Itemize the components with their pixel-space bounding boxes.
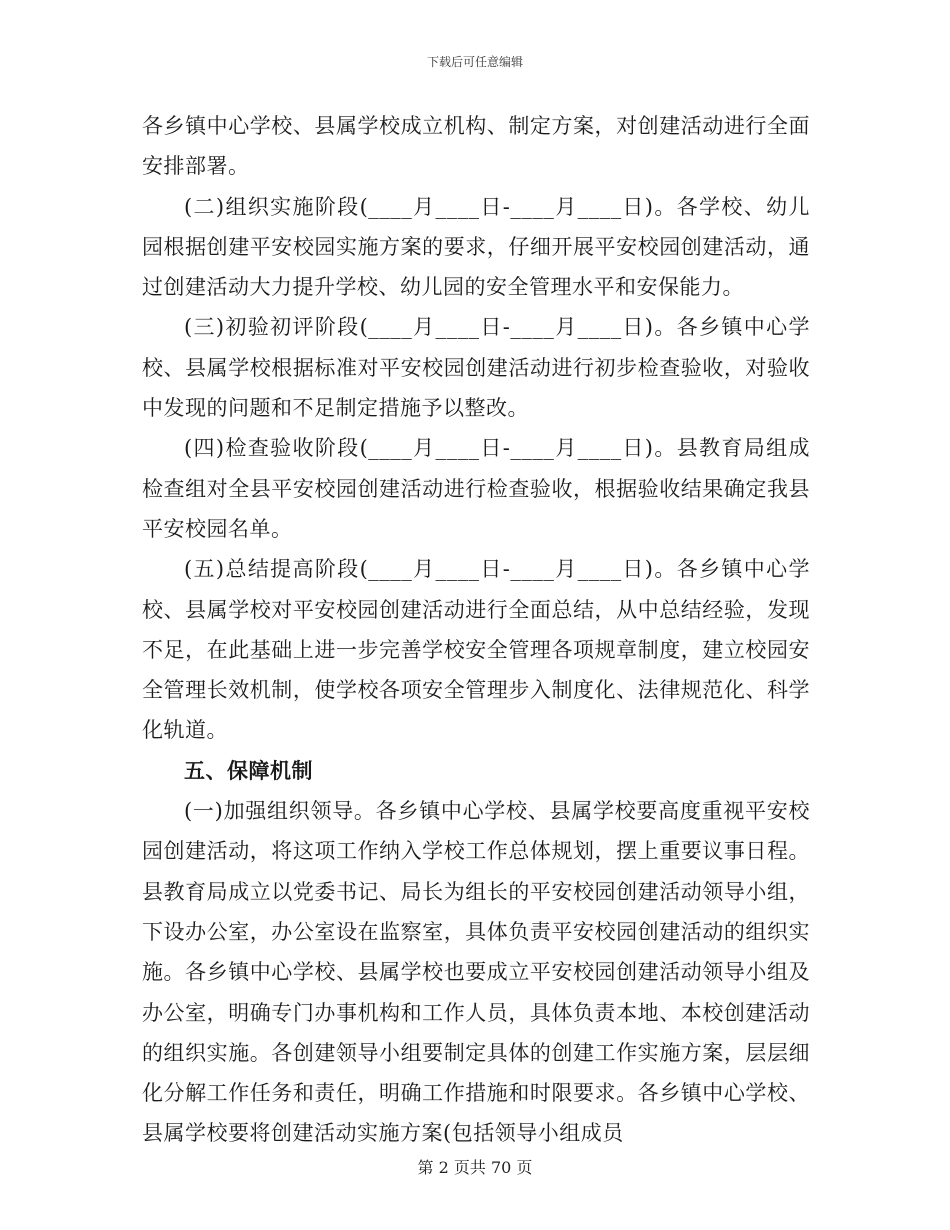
page-header-note: 下载后可任意编辑 — [426, 55, 523, 69]
paragraph-3: (三)初验初评阶段(____月____日-____月____日)。各乡镇中心学校、县属学校根据标准对平安校园创建活动进行初步检查验收，对验收中发现的问题和不足制定措施予以整改。 — [142, 315, 810, 421]
section-heading: 五、保障机制 — [184, 758, 313, 783]
paragraph-2: (二)组织实施阶段(____月____日-____月____日)。各学校、幼儿园根据创建平安校园实施方案的要求，仔细开展平安校园创建活动，通过创建活动大力提升学校、幼儿园的安全管理水平和安保能力。 — [142, 194, 810, 300]
paragraph-6: (一)加强组织领导。各乡镇中心学校、县属学校要高度重视平安校园创建活动，将这项工作纳入学校工作总体规划，摆上重要议事日程。县教育局成立以党委书记、局长为组长的平安校园创建活动领导小组，下设办公室，办公室设在监察室，具体负责平安校园创建活动的组织实施。各乡镇中心学校、县属学校也要成立平安校园创建活动领导小组及办公室，明确专门办事机构和工作人员，具体负责本地、本校创建活动的组织实施。各创建领导小组要制定具体的创建工作实施方案，层层细化分解工作任务和责任，明确工作措施和时限要求。各乡镇中心学校、县属学校要将创建活动实施方案(包括领导小组成员 — [142, 799, 810, 1146]
paragraph-5: (五)总结提高阶段(____月____日-____月____日)。各乡镇中心学校、县属学校对平安校园创建活动进行全面总结，从中总结经验，发现不足，在此基础上进一步完善学校安全管理各项规章制度，建立校园安全管理长效机制，使学校各项安全管理步入制度化、法律规范化、科学化轨道。 — [142, 557, 810, 743]
paragraph-1: 各乡镇中心学校、县属学校成立机构、制定方案，对创建活动进行全面安排部署。 — [142, 114, 810, 179]
page-number: 第 2 页共 70 页 — [417, 1158, 533, 1177]
paragraph-4: (四)检查验收阶段(____月____日-____月____日)。县教育局组成检查组对全县平安校园创建活动进行检查验收，根据验收结果确定我县平安校园名单。 — [142, 436, 810, 541]
document-body — [142, 106, 810, 1154]
